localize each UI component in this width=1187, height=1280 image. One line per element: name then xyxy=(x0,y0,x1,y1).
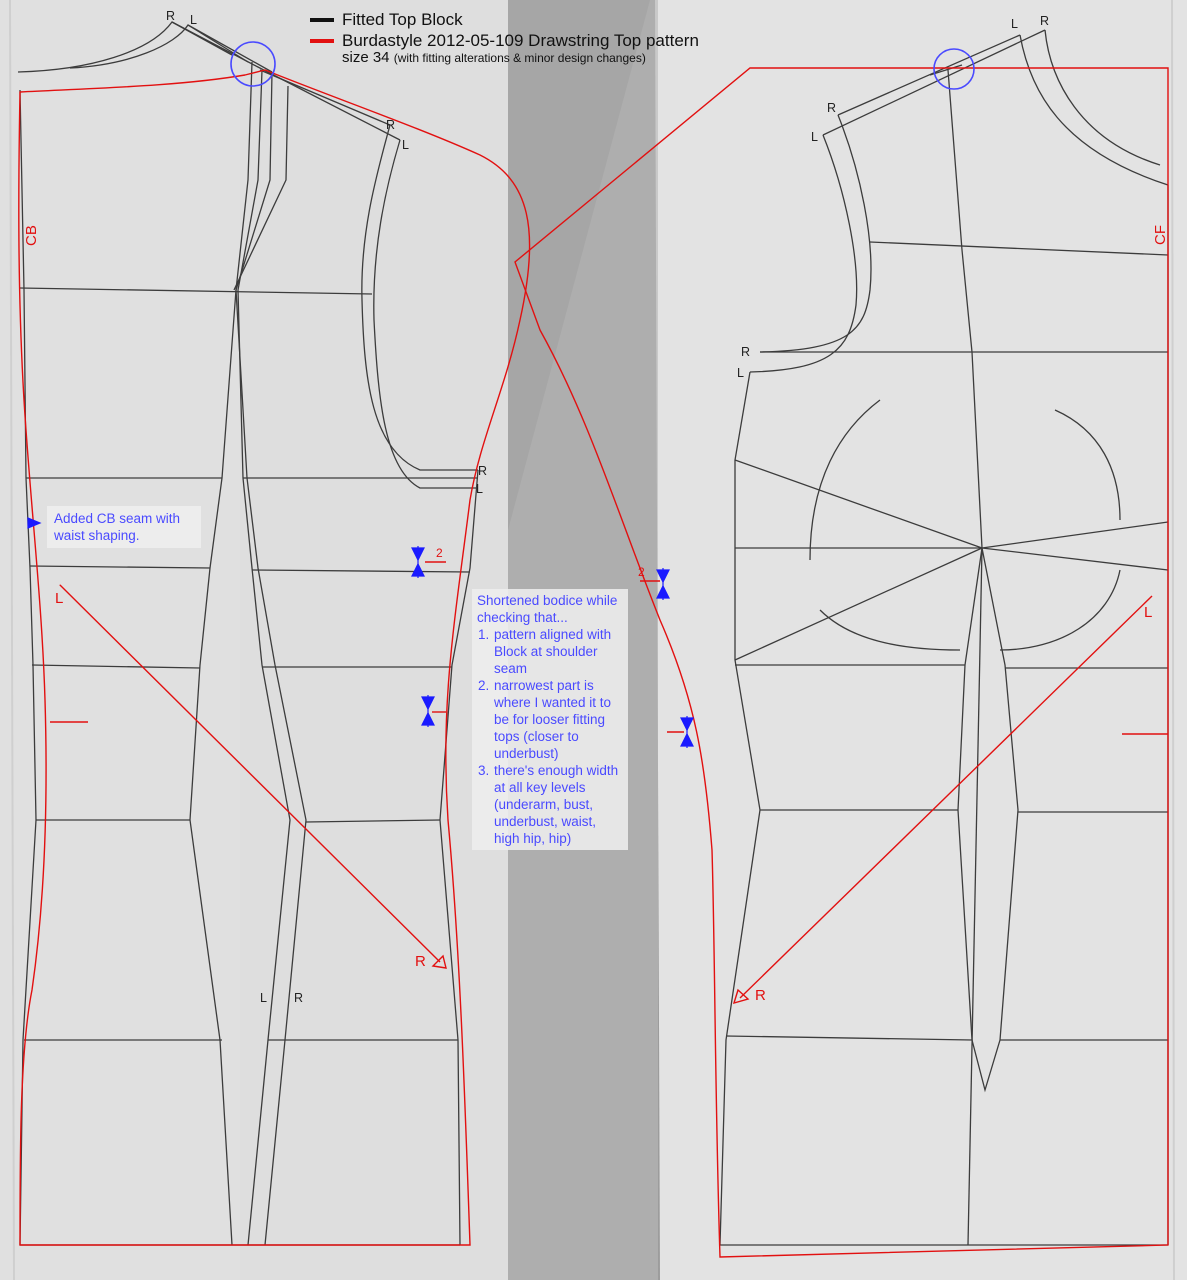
shortened-note-list xyxy=(477,626,623,847)
grain-r-front: R xyxy=(755,987,766,1004)
grain-l-back: L xyxy=(55,590,64,607)
label-r-neck-back: R xyxy=(166,9,176,23)
label-l-shoulder-back: L xyxy=(402,138,409,152)
legend xyxy=(310,10,740,66)
cb-seam-note xyxy=(47,506,201,548)
label-l-hem-back: L xyxy=(260,991,267,1005)
black-line-swatch xyxy=(310,18,334,22)
label-l-neck-back: L xyxy=(190,13,197,27)
shortened-note-title: Shortened bodice while checking that... xyxy=(477,593,618,625)
red-line-swatch xyxy=(310,39,334,43)
legend-block-label: Fitted Top Block xyxy=(342,10,463,29)
label-l-side-back: L xyxy=(476,482,483,496)
shortened-note-item: 1. pattern aligned with Block at shoulder seam xyxy=(493,626,623,677)
cb-label: CB xyxy=(23,225,40,246)
label-r-side-back: R xyxy=(478,464,488,478)
label-r-armhole-front: R xyxy=(741,345,751,359)
label-r-shoulder-back: R xyxy=(386,118,396,132)
label-r-neck-front: R xyxy=(1040,14,1050,28)
legend-size xyxy=(310,49,740,66)
legend-size-label: size 34 xyxy=(342,49,390,66)
label-r-shoulder-front: R xyxy=(827,101,837,115)
shortened-note-item: 2. narrowest part is where I wanted it to be for looser fitting tops (closer to underbust) xyxy=(493,677,623,762)
label-l-shoulder-front: L xyxy=(811,130,818,144)
label-l-neck-front: L xyxy=(1011,17,1018,31)
grain-l-front: L xyxy=(1144,604,1153,621)
shortened-note-item: 3. there's enough width at all key levels (underarm, bust, underbust, waist, high hip, hip) xyxy=(493,762,623,847)
legend-size-note: (with fitting alterations & minor design changes) xyxy=(393,51,646,65)
two-mark-back: 2 xyxy=(436,546,443,560)
shortened-bodice-note xyxy=(472,589,628,850)
grain-r-back: R xyxy=(415,953,426,970)
cf-label: CF xyxy=(1152,225,1169,245)
legend-pattern xyxy=(310,31,740,50)
cb-seam-note-text: Added CB seam with waist shaping. xyxy=(54,511,181,543)
two-mark-front: 2 xyxy=(638,565,645,579)
legend-block xyxy=(310,10,740,29)
label-l-armhole-front: L xyxy=(737,366,744,380)
label-r-hem-back: R xyxy=(294,991,304,1005)
legend-pattern-label: Burdastyle 2012-05-109 Drawstring Top pattern xyxy=(342,31,699,50)
